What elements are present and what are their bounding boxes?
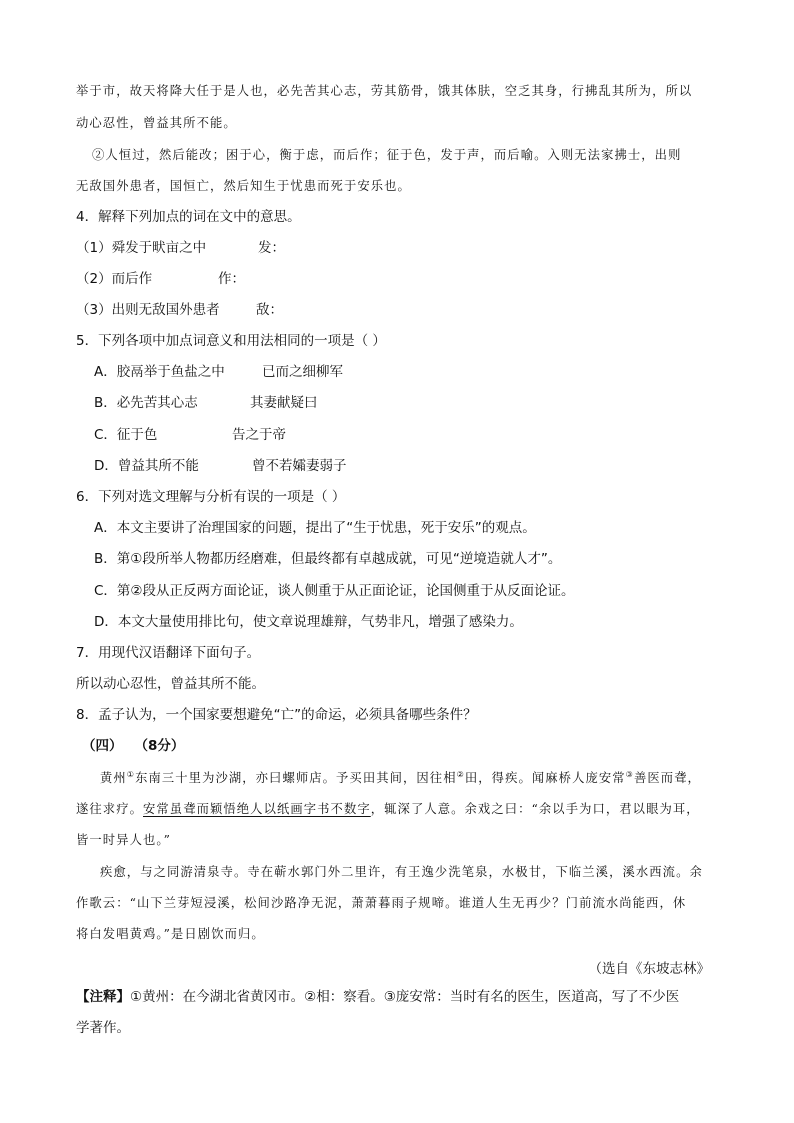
option-right: 告之于帝 [232, 427, 286, 443]
option-left: A．胶鬲举于鱼盐之中 [94, 364, 225, 380]
option-right: 已而之细柳军 [262, 364, 343, 380]
passage4-line-1 [100, 769, 701, 787]
question-6-option-a[interactable]: A．本文主要讲了治理国家的问题，提出了“生于忧患，死于安乐”的观点。 [94, 520, 536, 536]
section-heading [82, 737, 184, 755]
question-4-item-1 [76, 239, 285, 257]
footnote-marker-1: ① [126, 769, 136, 779]
passage4-line-5: 作歌云：“山下兰芽短浸溪，松间沙路净无泥，萧萧暮雨子规啼。谁道人生无再少？门前流水尚能西，休 [76, 896, 687, 910]
answer-label: 敌： [256, 302, 283, 318]
section-score: （8分） [134, 738, 185, 754]
question-7-stem: 7．用现代汉语翻译下面句子。 [76, 645, 261, 661]
question-5-option-b[interactable] [94, 394, 318, 412]
notes-line-2: 学著作。 [76, 1020, 130, 1036]
question-5-option-d[interactable] [94, 457, 347, 475]
text: 黄州 [100, 771, 127, 785]
question-4-stem: 4．解释下列加点的词在文中的意思。 [76, 209, 301, 225]
question-6-option-d[interactable]: D．本文大量使用排比句，使文章说理雄辩，气势非凡，增强了感染力。 [94, 614, 523, 630]
passage-line-3: ②人恒过，然后能改；困于心，衡于虑，而后作；征于色，发于声，而后喻。入则无法家拂士，出则 [92, 148, 682, 162]
text: 善医而聋， [633, 771, 701, 785]
passage-line-2: 动心忍性，曾益其所不能。 [76, 116, 237, 130]
question-4-item-2 [76, 270, 245, 288]
item-text: （2）而后作 [76, 271, 153, 287]
passage-line-4: 无敌国外患者，国恒亡，然后知生于忧患而死于安乐也。 [76, 179, 411, 193]
text: ，辄深了人意。余戏之曰：“余以手为口，君以眼为耳， [370, 802, 700, 816]
item-text: （1）舜发于畎亩之中 [76, 240, 207, 256]
option-right: 曾不若孀妻弱子 [252, 458, 347, 474]
question-6-option-b[interactable]: B．第①段所举人物都历经磨难，但最终都有卓越成就，可见“逆境造就人才”。 [94, 551, 562, 567]
section-number: （四） [82, 738, 123, 754]
passage4-line-6: 将白发唱黄鸡。”是日剧饮而归。 [76, 927, 265, 941]
question-5-option-a[interactable] [94, 363, 343, 381]
source-citation: （选自《东坡志林》 [588, 961, 710, 977]
question-5-stem: 5．下列各项中加点词意义和用法相同的一项是（ ） [76, 333, 386, 349]
passage4-line-4: 疾愈，与之同游清泉寺。寺在蕲水郭门外二里许，有王逸少洗笔泉，水极甘，下临兰溪，溪水西流。余 [100, 865, 703, 879]
passage4-line-3: 皆一时异人也。” [76, 833, 172, 847]
text: 东南三十里为沙湖，亦曰螺师店。予买田其间，因往相 [135, 771, 457, 785]
item-text: （3）出则无敌国外患者 [76, 302, 220, 318]
question-6-stem: 6．下列对选文理解与分析有误的一项是（ ） [76, 489, 346, 505]
passage4-line-2 [76, 800, 700, 818]
question-7-sentence: 所以动心忍性，曾益其所不能。 [76, 676, 265, 692]
option-left: C．征于色 [94, 427, 158, 443]
underlined-sentence: 安常虽聋而颖悟绝人以纸画字书不数字 [143, 802, 371, 816]
answer-label: 发： [258, 240, 285, 256]
footnote-marker-3: ③ [625, 769, 634, 779]
passage-line-1: 举于市，故天将降大任于是人也，必先苦其心志，劳其筋骨，饿其体肤，空乏其身，行拂乱其所为，所以 [76, 84, 693, 98]
footnote-marker-2: ② [456, 769, 465, 779]
question-8-stem: 8．孟子认为，一个国家要想避免“亡”的命运，必须具备哪些条件？ [76, 707, 477, 723]
question-5-option-c[interactable] [94, 426, 286, 444]
question-6-option-c[interactable]: C．第②段从正反两方面论证，谈人侧重于从正面论证，论国侧重于从反面论证。 [94, 583, 575, 599]
text: 田，得疾。闻麻桥人庞安常 [464, 771, 626, 785]
text: 遂往求疗。 [76, 802, 143, 816]
notes-line-1 [76, 988, 679, 1006]
question-4-item-3 [76, 301, 283, 319]
answer-label: 作： [218, 271, 245, 287]
notes-text: ①黄州：在今湖北省黄冈市。②相：察看。③庞安常：当时有名的医生，医道高，写了不少医 [130, 989, 680, 1005]
notes-label: 【注释】 [76, 989, 130, 1005]
option-left: D．曾益其所不能 [94, 458, 199, 474]
option-right: 其妻献疑曰 [250, 395, 318, 411]
option-left: B．必先苦其心志 [94, 395, 198, 411]
